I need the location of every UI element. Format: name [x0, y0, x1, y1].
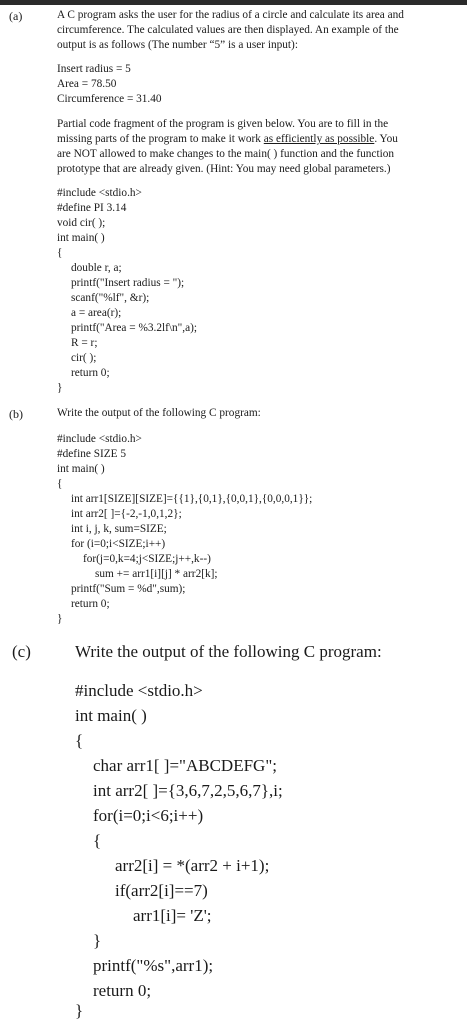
code-line: cir( );: [71, 352, 97, 364]
problem-line: A C program asks the user for the radius of a circle and calculate its area and: [57, 9, 404, 21]
code-line: {: [93, 831, 102, 850]
code-line: {: [75, 731, 84, 750]
code-line: int main( ): [57, 463, 105, 475]
code-line: scanf("%lf", &r);: [71, 292, 150, 304]
code-line: arr2[i] = *(arr2 + i+1);: [115, 856, 270, 875]
code-line: double r, a;: [71, 262, 122, 274]
code-line: for (i=0;i<SIZE;i++): [71, 538, 166, 550]
code-line: int arr2[ ]={-2,-1,0,1,2};: [71, 508, 182, 520]
problem-line: circumference. The calculated values are then displayed. An example of the: [57, 24, 399, 36]
code-line: #define PI 3.14: [57, 202, 127, 214]
code-line: }: [57, 382, 63, 394]
instruction-text: missing parts of the program to make it work: [57, 133, 264, 145]
code-line: return 0;: [71, 367, 110, 379]
code-line: if(arr2[i]==7): [115, 881, 208, 900]
code-line: }: [75, 1001, 84, 1020]
question-prompt-c: Write the output of the following C program:: [75, 642, 382, 661]
instruction-line: Partial code fragment of the program is given below. You are to fill in the: [57, 118, 389, 130]
code-line: int main( ): [57, 232, 105, 244]
top-border: [0, 0, 467, 5]
code-line: return 0;: [93, 981, 152, 1000]
code-line: {: [57, 247, 63, 259]
code-line: #define SIZE 5: [57, 448, 127, 460]
code-line: return 0;: [71, 598, 110, 610]
problem-line: output is as follows (The number “5” is a user input):: [57, 39, 298, 51]
code-line: #include <stdio.h>: [75, 681, 203, 700]
code-line: sum += arr1[i][j] * arr2[k];: [95, 568, 218, 580]
code-line: int arr2[ ]={3,6,7,2,5,6,7},i;: [93, 781, 283, 800]
output-line: Area = 78.50: [57, 78, 117, 90]
code-line: printf("Area = %3.2lf\n",a);: [71, 322, 198, 334]
code-line: for(j=0,k=4;j<SIZE;j++,k--): [83, 553, 211, 565]
code-line: arr1[i]= 'Z';: [133, 906, 212, 925]
instruction-line: [57, 133, 398, 147]
code-line: R = r;: [71, 337, 98, 349]
code-line: #include <stdio.h>: [57, 433, 142, 445]
code-line: int i, j, k, sum=SIZE;: [71, 523, 167, 535]
code-line: {: [57, 478, 63, 490]
code-line: void cir( );: [57, 217, 106, 229]
question-label-c: (c): [12, 642, 31, 661]
instruction-line: are NOT allowed to make changes to the main( ) function and the function: [57, 148, 395, 160]
code-line: a = area(r);: [71, 307, 122, 319]
question-label-b: (b): [9, 407, 23, 421]
emphasis-underlined: as efficiently as possible: [263, 133, 375, 145]
code-line: for(i=0;i<6;i++): [93, 806, 204, 825]
code-line: int main( ): [75, 706, 147, 725]
code-line: printf("Sum = %d",sum);: [71, 583, 186, 595]
code-line: printf("Insert radius = ");: [71, 277, 185, 289]
code-line: }: [93, 931, 102, 950]
code-line: printf("%s",arr1);: [93, 956, 214, 975]
output-line: Circumference = 31.40: [57, 93, 162, 105]
code-line: int arr1[SIZE][SIZE]={{1},{0,1},{0,0,1},{0,0,0,1}};: [71, 493, 313, 505]
output-line: Insert radius = 5: [57, 63, 131, 75]
question-prompt-b: Write the output of the following C program:: [57, 407, 261, 419]
question-label-a: (a): [9, 9, 23, 23]
instruction-line: prototype that are already given. (Hint: You may need global parameters.): [57, 163, 391, 175]
code-line: }: [57, 613, 63, 625]
instruction-text: . You: [374, 133, 398, 145]
code-line: char arr1[ ]="ABCDEFG";: [93, 756, 277, 775]
code-line: #include <stdio.h>: [57, 187, 142, 199]
